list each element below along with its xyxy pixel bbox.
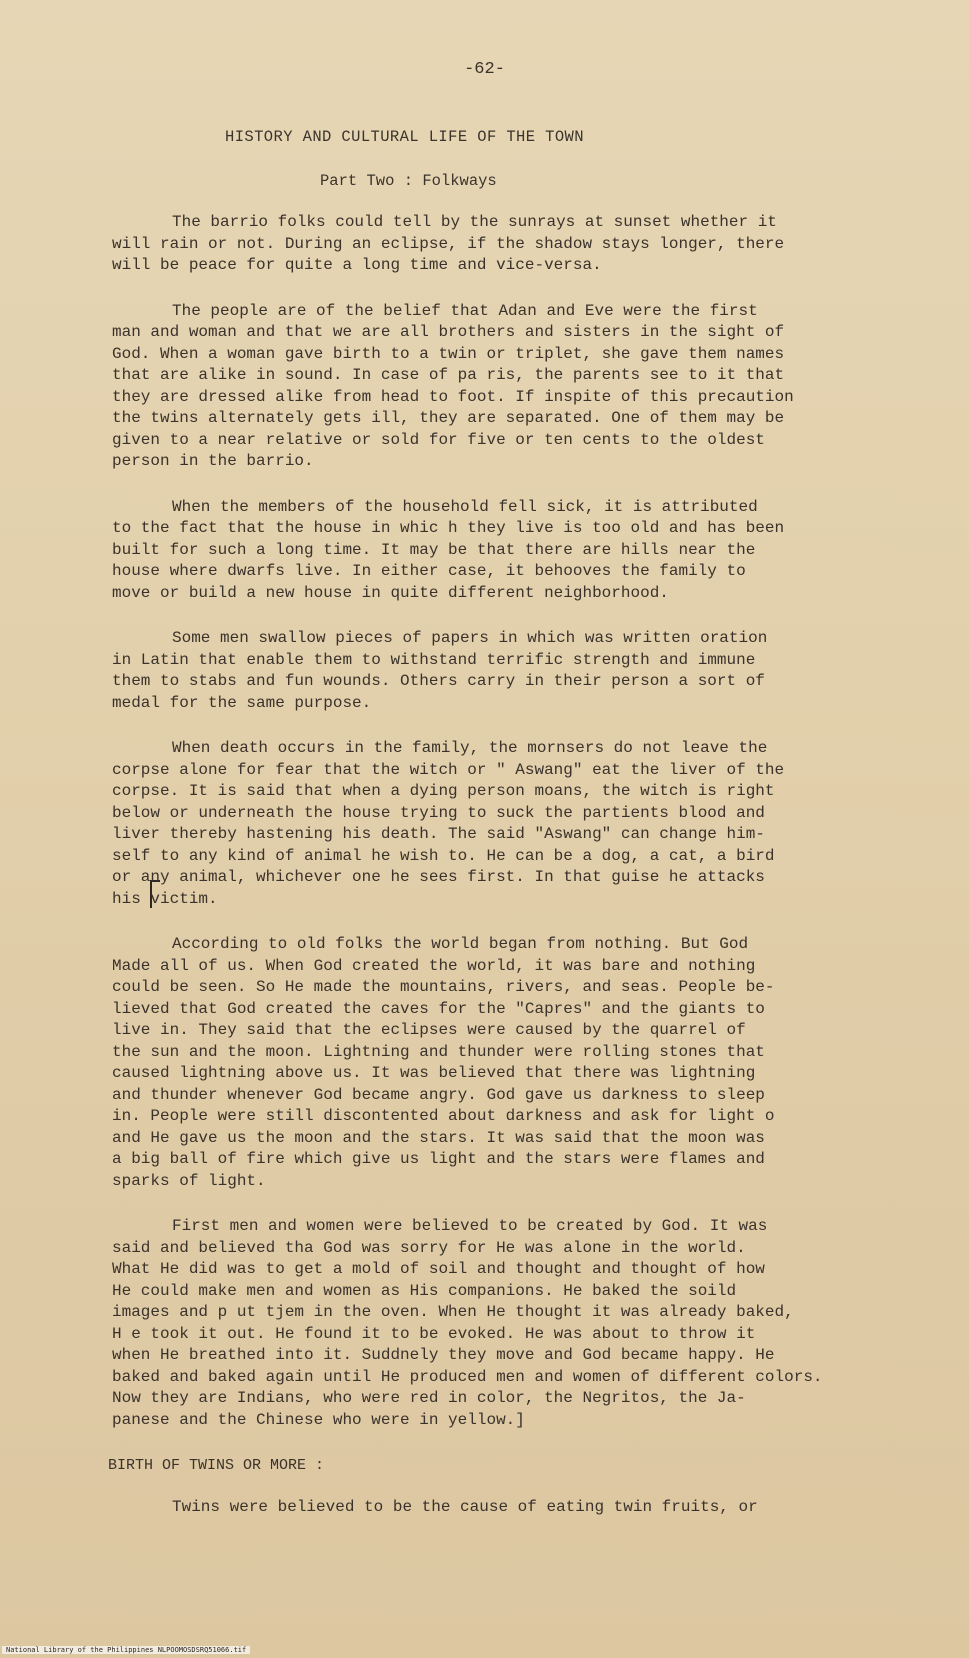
document-body	[108, 212, 872, 1542]
document-subtitle: Part Two : Folkways	[320, 172, 497, 190]
paragraph-aswang: When death occurs in the family, the mornsers do not leave the corpse alone for fear that the witch or " Aswang" eat the liver of the corpse. It is said that when a dying person moans, the witch is right below or underneath the house trying to suck the partients blood and liver thereby hastening his death. The said "Aswang" can change him- self to any kind of animal he wish to. He can be a dog, a cat, a bird or any animal, whichever one he sees first. In that guise he attacks his victim.	[112, 739, 785, 908]
paragraph-sickness: When the members of the household fell sick, it is attributed to the fact that the house in whic h they live is too old and has been built for such a long time. It may be that there are hills near the house where dwarfs live. In either case, it behooves the family to move or build a new house in quite different neighborhood.	[112, 497, 785, 602]
paragraph-oration: Some men swallow pieces of papers in which was written oration in Latin that enable them to withstand terrific strength and immune them to stabs and fun wounds. Others carry in their person a sort of medal for the same purpose.	[112, 629, 768, 712]
paragraph-sunrays: The barrio folks could tell by the sunrays at sunset whether it will rain or not. During an eclipse, if the shadow stays longer, there will be peace for quite a long time and vice-versa.	[112, 213, 785, 274]
paragraph-adan-eve: The people are of the belief that Adan and Eve were the first man and woman and that we are all brothers and sisters in the sight of God. When a woman gave birth to a twin or triplet, she gave them names that are alike in sound. In case of pa ris, the parents see to it that they are dressed alike from head to foot. If inspite of this precaution the twins alternately gets ill, they are separated. One of them may be given to a near relative or sold for five or ten cents to the oldest person in the barrio.	[112, 301, 794, 470]
paragraph-creation: According to old folks the world began from nothing. But God Made all of us. When God created the world, it was bare and nothing could be seen. So He made the mountains, rivers, and seas. People be- lieved that God created the caves for the "Capres" and the giants to live in. They said that the eclipses were caused by the quarrel of the sun and the moon. Lightning and thunder were rolling stones that caused lightning above us. It was believed that there was lightning and thunder whenever God became angry. God gave us darkness to sleep in. People were still discontented about darkness and ask for light o and He gave us the moon and the stars. It was said that the moon was a big ball of fire which give us light and the stars were flames and sparks of light.	[112, 935, 775, 1190]
paragraph-first-men: First men and women were believed to be created by God. It was said and believed tha God was sorry for He was alone in the world. What He did was to get a mold of soil and thought and thought of how He could make men and women as His companions. He baked the soild images and p ut tjem in the oven. When He thought it was already baked, H e took it out. He found it to be evoked. He was about to throw it when He breathed into it. Suddnely they move and God became happy. He baked and baked again until He produced men and women of different colors. Now they are Indians, who were red in color, the Negritos, the Ja- panese and the Chinese who were in yellow.]	[112, 1217, 823, 1429]
document-title: HISTORY AND CULTURAL LIFE OF THE TOWN	[225, 128, 584, 146]
section-heading-birth-of-twins: BIRTH OF TWINS OR MORE :	[108, 1457, 325, 1474]
page-number: -62-	[464, 60, 505, 79]
archive-footer: National Library of the Philippines NLPOOMOSDSRQ51066.tif	[2, 1646, 250, 1654]
paragraph-twins: Twins were believed to be the cause of eating twin fruits, or	[172, 1497, 758, 1516]
